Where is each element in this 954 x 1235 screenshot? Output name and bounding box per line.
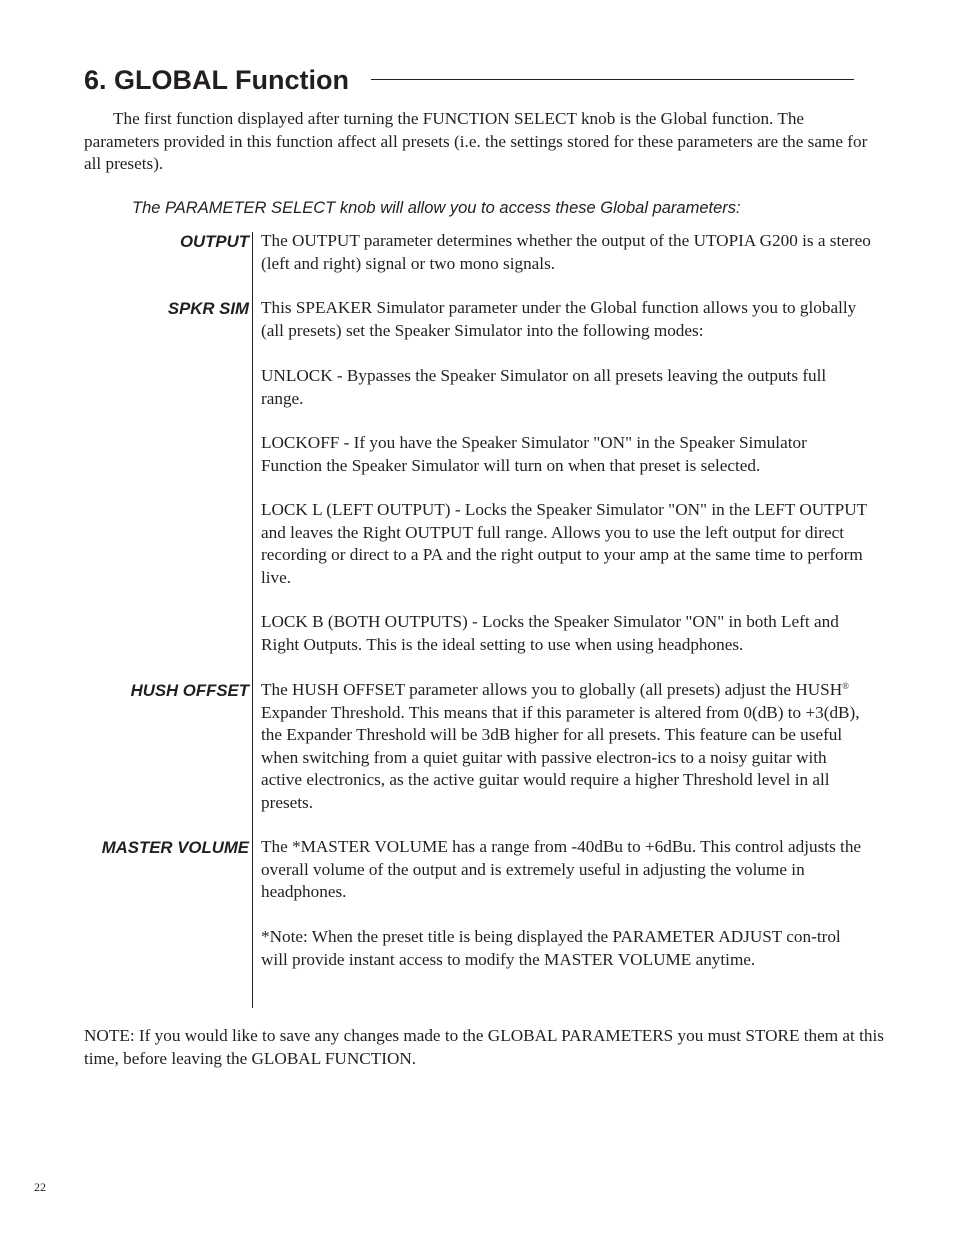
param-label-output: OUTPUT <box>180 232 249 251</box>
param-label-master-volume: MASTER VOLUME <box>101 838 249 857</box>
master-volume-description: The *MASTER VOLUME has a range from -40dBu to +6dBu. This control adjusts the overall volume of the output and is extremely useful in adjusting the volume in headphones. <box>261 837 862 902</box>
store-note: NOTE: If you would like to save any changes made to the GLOBAL PARAMETERS you must STORE them at this time, before leaving the GLOBAL FUNCTION. <box>84 1026 884 1068</box>
param-label-spkr-sim: SPKR SIM <box>167 299 249 318</box>
page-number: 22 <box>34 1180 46 1194</box>
intro-paragraph <box>84 108 874 176</box>
spkr-sim-lock-both: LOCK B (BOTH OUTPUTS) - Locks the Speaker Simulator "ON" in both Left and Right Outputs. This is the ideal setting to use when using headphones. <box>261 612 839 654</box>
page-title: 6. GLOBAL Function <box>84 65 349 95</box>
parameters-subtitle: The PARAMETER SELECT knob will allow you to access these Global parameters: <box>132 199 741 217</box>
spkr-sim-description: This SPEAKER Simulator parameter under the Global function allows you to globally (all presets) set the Speaker Simulator into the following modes: <box>261 298 857 340</box>
spkr-sim-lockoff: LOCKOFF - If you have the Speaker Simulator "ON" in the Speaker Simulator Function the Speaker Simulator will turn on when that preset is selected. <box>261 433 807 475</box>
output-description: The OUTPUT parameter determines whether the output of the UTOPIA G200 is a stereo (left and right) signal or two mono signals. <box>261 231 871 273</box>
registered-mark: ® <box>842 681 849 691</box>
hush-offset-description <box>261 679 871 815</box>
spkr-sim-unlock: UNLOCK - Bypasses the Speaker Simulator on all presets leaving the outputs full range. <box>261 366 827 408</box>
column-divider <box>252 232 253 1008</box>
intro-text: The first function displayed after turning the FUNCTION SELECT knob is the Global function. The parameters provided in this function affect all presets (i.e. the settings stored for these parameters are the same for all presets). <box>84 109 868 174</box>
master-volume-note: *Note: When the preset title is being displayed the PARAMETER ADJUST con-trol will provide instant access to modify the MASTER VOLUME anytime. <box>261 927 841 969</box>
param-label-hush-offset: HUSH OFFSET <box>130 681 249 700</box>
title-rule <box>371 79 854 80</box>
hush-offset-text-a: The HUSH OFFSET parameter allows you to globally (all presets) adjust the HUSH <box>261 680 843 699</box>
spkr-sim-lock-left: LOCK L (LEFT OUTPUT) - Locks the Speaker Simulator "ON" in the LEFT OUTPUT and leaves the Right OUTPUT full range. Allows you to use the left output for direct recording or direct to a PA and the right output to your amp at the same time to perform live. <box>261 500 867 587</box>
hush-offset-text-b: Expander Threshold. This means that if this parameter is altered from 0(dB) to +3(dB), the Expander Threshold will be 3dB higher for all presets. This feature can be useful when switching from a quiet guitar with passive electron-ics to a noisy guitar with active electronics, as the active guitar would require a higher Threshold level in all presets. <box>261 702 860 812</box>
